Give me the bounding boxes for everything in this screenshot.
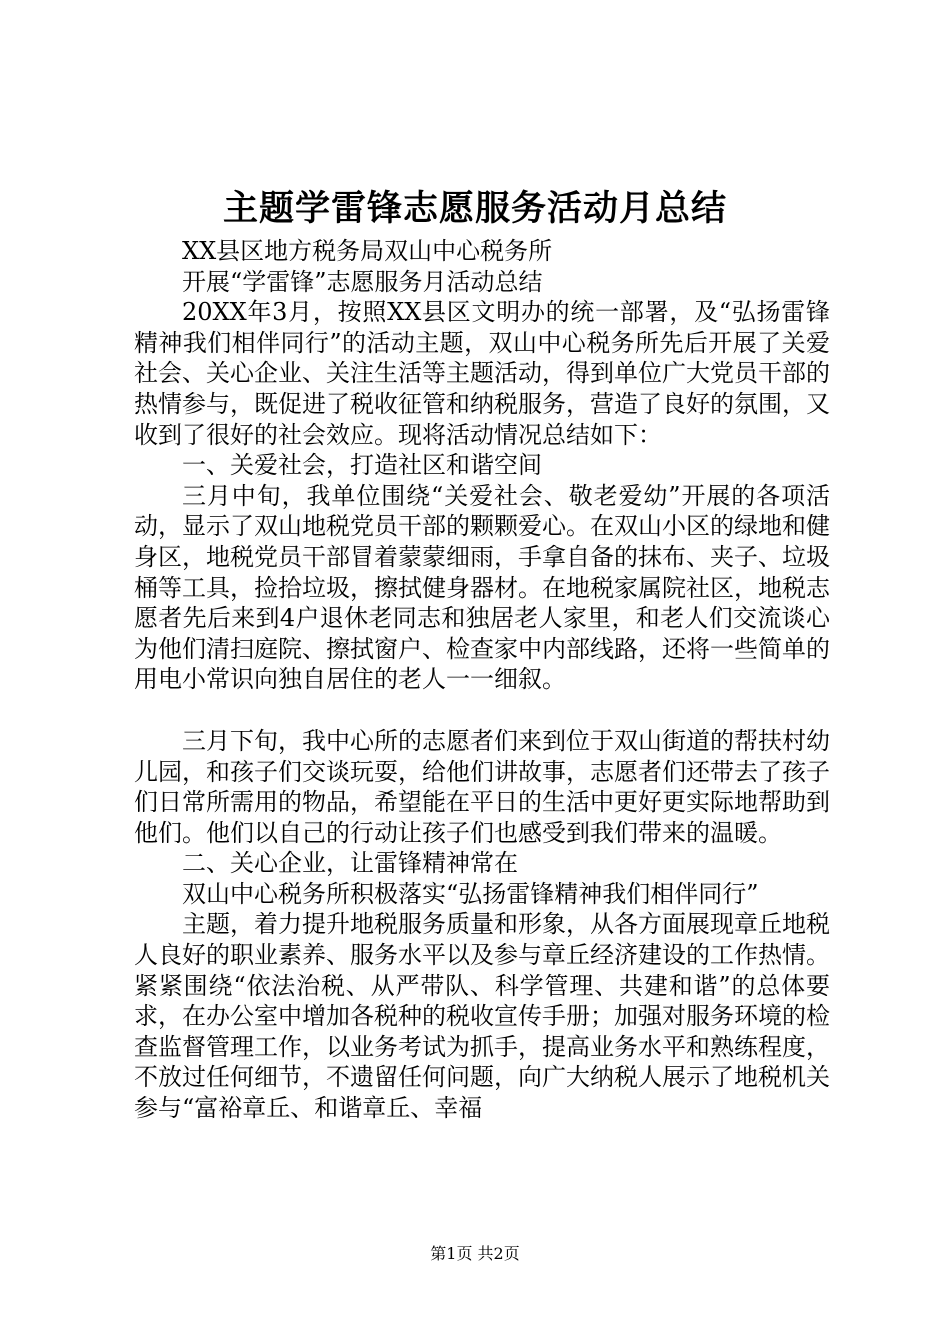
document-title: 主题学雷锋志愿服务活动月总结 <box>222 188 727 229</box>
paragraph-org-name: XX县区地方税务局双山中心税务所 <box>182 237 553 265</box>
paragraph-mid-march: 三月中旬，我单位围绕“关爱社会、敬老爱幼”开展的各项活动，显示了双山地税党员干部的颗颗爱心。在双山小区的绿地和健身区，地税党员干部冒着蒙蒙细雨，手拿自备的抹布、夹子、垃圾桶等工具，捡拾垃圾，擦拭健身器材。在地税家属院社区，地税志愿者先后来到4户退休老同志和独居老人家里，和老人们交流谈心为他们清扫庭院、擦拭窗户、检查家中内部线路，还将一些简单的用电小常识向独自居住的老人一一细叙。 <box>134 481 830 694</box>
section-heading-1: 一、关爱社会，打造社区和谐空间 <box>182 451 542 480</box>
paragraph-subtitle: 开展“学雷锋”志愿服务月活动总结 <box>182 267 543 296</box>
paragraph-late-march: 三月下旬，我中心所的志愿者们来到位于双山街道的帮扶村幼儿园，和孩子们交谈玩耍，给他们讲故事，志愿者们还带去了孩子们日常所需用的物品，希望能在平日的生活中更好更实际地帮助到他们。他们以自己的行动让孩子们也感受到我们带来的温暖。 <box>134 726 830 847</box>
paragraph-intro: 20XX年3月，按照XX县区文明办的统一部署，及“弘扬雷锋精神我们相伴同行”的活动主题，双山中心税务所先后开展了关爱社会、关心企业、关注生活等主题活动，得到单位广大党员干部的热情参与，既促进了税收征管和纳税服务，营造了良好的氛围，又收到了很好的社会效应。现将活动情况总结如下： <box>134 298 830 449</box>
paragraph-theme: 主题，着力提升地税服务质量和形象，从各方面展现章丘地税人良好的职业素养、服务水平以及参与章丘经济建设的工作热情。紧紧围绕“依法治税、从严带队、科学管理、共建和谐”的总体要求，在办公室中增加各税种的税收宣传手册；加强对服务环境的检查监督管理工作，以业务考试为抓手，提高业务水平和熟练程度，不放过任何细节，不遗留任何问题，向广大纳税人展示了地税机关参与“富裕章丘、和谐章丘、幸福 <box>134 910 830 1123</box>
document-body <box>134 236 830 1124</box>
paragraph-implement: 双山中心税务所积极落实“弘扬雷锋精神我们相伴同行” <box>182 879 759 908</box>
section-heading-2: 二、关心企业，让雷锋精神常在 <box>182 849 518 878</box>
page-indicator: 第1页 共2页 <box>430 1244 520 1263</box>
